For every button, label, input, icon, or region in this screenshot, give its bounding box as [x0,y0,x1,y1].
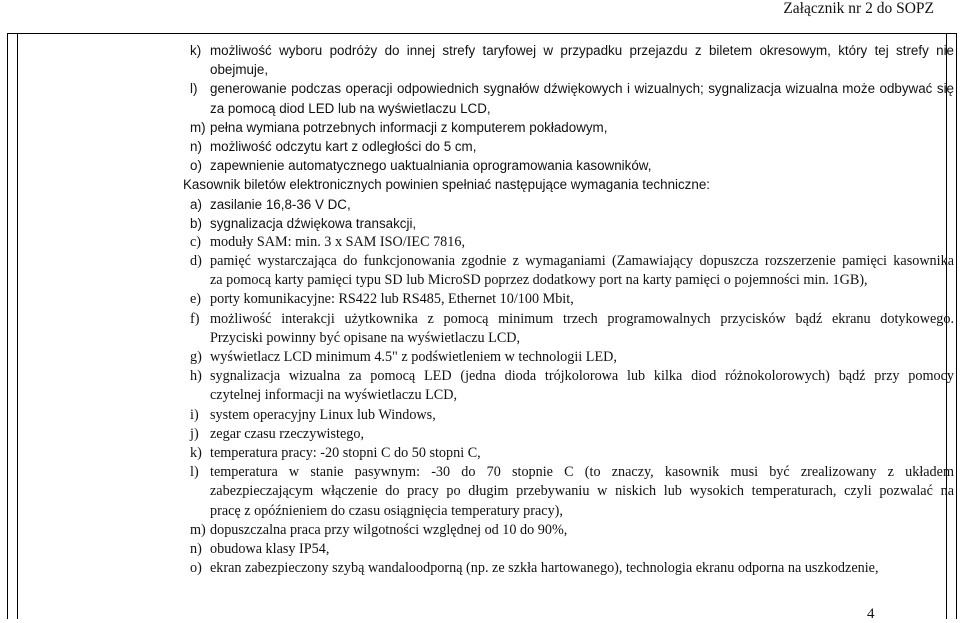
list-marker: o) [190,560,202,577]
list-line [190,367,954,386]
list-text: dopuszczalna praca przy wilgotności względnej od 10 do 90%, [210,521,568,538]
document-header: Załącznik nr 2 do SOPZ [783,0,934,17]
list-marker: l) [190,81,198,97]
list-text: temperatura w stanie pasywnym: -30 do 70 stopnie C (to znaczy, kasownik musi być zrealizowany z układem [210,464,954,481]
list-line [190,425,954,444]
list-text: sygnalizacja wizualna za pomocą LED (jedna dioda trójkolorowa lub kilka diod różnokolorowych) bądź przy pomocy [210,368,954,385]
list-text: obudowa klasy IP54, [210,540,330,557]
list-text: obejmuje, [210,62,269,78]
list-line [190,271,954,290]
list-line [190,156,954,175]
list-line [190,290,954,309]
list-line [183,175,954,194]
list-marker: a) [190,196,202,212]
list-marker: k) [190,444,202,461]
list-text: możliwość interakcji użytkownika z pomocą minimum trzech programowalnych przycisków bądź ekranu dotykowego. [210,310,954,327]
list-marker: b) [190,215,202,231]
list-text: temperatura pracy: -20 stopni C do 50 stopni C, [210,444,481,461]
list-text: możliwość wyboru podróży do innej strefy taryfowej w przypadku przejazdu z biletem okresowym, który tej strefy nie [210,43,954,58]
list-marker: i) [190,406,199,423]
list-line [190,252,954,271]
list-text: ekran zabezpieczony szybą wandaloodporną (np. ze szkła hartowanego), technologia ekranu odporna na uszkodzenie, [210,560,879,577]
list-line [190,233,954,252]
list-line [190,195,954,214]
list-line [190,348,954,367]
list-text: możliwość odczytu kart z odległości do 5 cm, [210,138,477,154]
list-line [190,406,954,425]
list-text: generowanie podczas operacji odpowiednich sygnałów dźwiękowych i wizualnych; sygnalizacja wizualna może odbywać się [210,81,954,97]
list-text: czytelnej informacji na wyświetlaczu LCD, [210,387,458,404]
list-marker: m) [190,521,206,538]
list-text: zegar czasu rzeczywistego, [210,425,364,442]
list-marker: f) [190,310,200,327]
list-line [190,118,954,137]
list-text: pamięć wystarczająca do funkcjonowania zgodnie z wymaganiami (Zamawiający dopuszcza rozszerzenie pamięci kasownika [210,253,954,270]
list-line [190,559,954,578]
list-line [190,521,954,540]
list-marker: j) [190,425,199,442]
list-line [190,99,954,118]
list-marker: h) [190,368,202,385]
list-marker: m) [190,119,206,135]
page-number: 4 [867,606,875,622]
list-text: zabezpieczającym włączenie do pracy po długim przebywaniu w niskich lub wysokich temperaturach, czyli pozwalać na [210,483,954,500]
list-text: wyświetlacz LCD minimum 4.5" z podświetleniem w technologii LED, [210,349,617,365]
list-line [190,444,954,463]
list-line [190,137,954,156]
list-marker: k) [190,43,202,58]
list-line [190,482,954,501]
list-line [190,386,954,405]
list-line [190,79,954,98]
requirements-list [183,41,954,578]
list-text: porty komunikacyjne: RS422 lub RS485, Ethernet 10/100 Mbit, [210,291,574,308]
list-line [190,41,954,60]
list-text: za pomocą diod LED lub na wyświetlaczu LCD, [210,100,491,116]
list-line [190,502,954,521]
list-line [190,214,954,233]
list-marker: g) [190,349,202,365]
list-text: sygnalizacja dźwiękowa transakcji, [210,215,417,231]
list-text: za pomocą karty pamięci typu SD lub MicroSD poprzez dodatkowy port na karty pamięci o pojemności min. 1GB), [210,272,868,289]
list-text: Kasownik biletów elektronicznych powinien spełniać następujące wymagania techniczne: [183,177,710,193]
list-line [190,60,954,79]
list-text: pełna wymiana potrzebnych informacji z komputerem pokładowym, [210,119,608,135]
list-marker: n) [190,138,202,154]
list-marker: l) [190,464,199,481]
list-text: Przyciski powinny być opisane na wyświetlaczu LCD, [210,329,521,346]
list-line [190,540,954,559]
list-text: pracę z opóźnieniem do czasu osiągnięcia temperatury pracy), [210,502,563,519]
list-marker: e) [190,291,202,308]
list-text: moduły SAM: min. 3 x SAM ISO/IEC 7816, [210,233,466,250]
list-line [190,310,954,329]
list-marker: n) [190,540,202,557]
list-marker: o) [190,158,202,174]
list-line [190,463,954,482]
list-text: zasilanie 16,8-36 V DC, [210,196,351,212]
list-line [190,329,954,348]
list-marker: d) [190,253,202,270]
list-text: zapewnienie automatycznego uaktualniania oprogramowania kasowników, [210,158,652,174]
list-text: system operacyjny Linux lub Windows, [210,406,436,423]
list-marker: c) [190,233,202,250]
